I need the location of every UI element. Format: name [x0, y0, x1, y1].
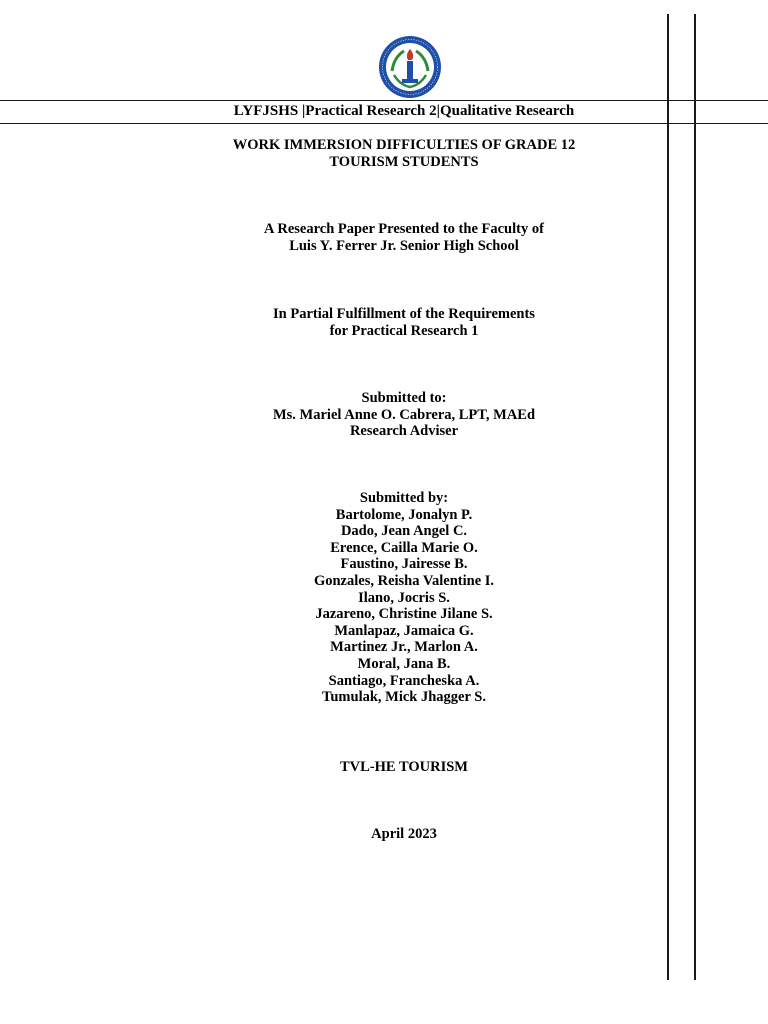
adviser-role: Research Adviser [349, 423, 459, 440]
member-name: Bartolome, Jonalyn P. [335, 506, 473, 523]
presented-line-1: A Research Paper Presented to the Faculty of [264, 221, 544, 237]
member-name: Martinez Jr., Marlon A. [330, 639, 478, 656]
member-name: Ilano, Jocris S. [358, 589, 450, 606]
strand-label [154, 759, 654, 776]
header-research-type: Qualitative Research [439, 103, 575, 119]
header-separator: | [436, 103, 440, 119]
member-name: Gonzales, Reisha Valentine I. [313, 572, 495, 589]
title-line-2: TOURISM STUDENTS [329, 153, 479, 170]
member-name: Manlapaz, Jamaica G. [334, 622, 474, 639]
presented-line-2: Luis Y. Ferrer Jr. Senior High School [289, 237, 519, 254]
running-header [0, 101, 768, 122]
member-name: Erence, Cailla Marie O. [330, 539, 478, 556]
member-name: Santiago, Francheska A. [328, 672, 480, 689]
margin-rule-outer [694, 14, 696, 980]
header-rule-bottom [0, 123, 768, 124]
fulfillment-line-1: In Partial Fulfillment of the Requirements [273, 306, 535, 322]
paper-title [154, 137, 654, 170]
submitted-to-block [154, 390, 654, 440]
strand-text: TVL-HE TOURISM [340, 759, 468, 775]
school-seal-logo [378, 35, 442, 99]
submission-date [154, 826, 654, 843]
fulfillment-statement [154, 306, 654, 339]
member-name: Jazareno, Christine Jilane S. [315, 606, 493, 623]
member-name: Dado, Jean Angel C. [340, 523, 468, 540]
submitted-to-label: Submitted to: [361, 390, 447, 406]
adviser-name: Ms. Mariel Anne O. Cabrera, LPT, MAEd [272, 406, 536, 423]
date-text: April 2023 [371, 826, 437, 842]
margin-rule-inner [667, 14, 669, 980]
header-separator: | [301, 103, 306, 119]
member-name: Moral, Jana B. [357, 655, 451, 672]
member-name: Faustino, Jairesse B. [340, 556, 468, 573]
submitted-by-label: Submitted by: [359, 490, 449, 506]
header-school-abbr: LYFJSHS [233, 103, 299, 119]
presented-statement [154, 221, 654, 254]
header-subject: Practical Research 2 [305, 103, 437, 119]
submitted-by-block [154, 490, 654, 706]
fulfillment-line-2: for Practical Research 1 [329, 322, 479, 339]
title-line-1: WORK IMMERSION DIFFICULTIES OF GRADE 12 [232, 137, 576, 153]
member-name: Tumulak, Mick Jhagger S. [322, 689, 486, 706]
